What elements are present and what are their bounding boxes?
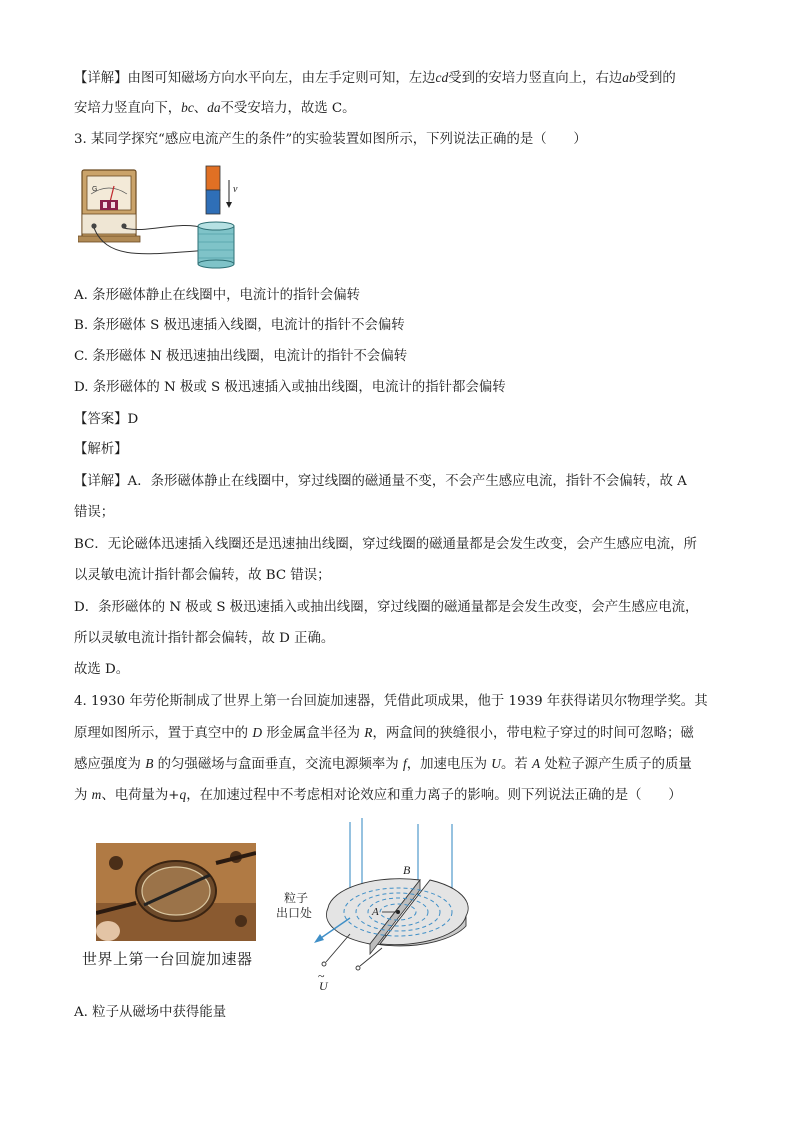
galvanometer-label: G [92,186,98,193]
text-span: 为 [74,788,92,803]
text-span: ，加速电压为 [406,757,492,772]
text-span: 【答案】D [74,412,139,427]
text-span: 、 [193,101,208,116]
text-span: f [402,756,407,771]
text-line-l21 [74,1003,724,1023]
text-span: R [364,725,373,740]
text-span: BC．无论磁体迅速插入线圈还是迅速抽出线圈，穿过线圈的磁通量都是会发生改变，会产生感应电流，所 [74,537,697,552]
text-span: m [91,787,102,802]
text-span: 3. 某同学探究“感应电流产生的条件”的实验装置如图所示，下列说法正确的是（ ） [74,132,587,147]
text-span: 【解析】 [74,442,128,457]
outlet-label-line1: 粒子 [284,891,309,905]
text-line-l11 [74,503,724,523]
text-span: q [179,787,187,802]
text-span: 【详解】由图可知磁场方向水平向左，由左手定则可知，左边 [74,71,436,86]
text-span: 受到的 [635,71,676,86]
text-line-l8 [74,410,724,430]
text-span: 故选 D。 [74,662,130,677]
label-A: A [372,906,379,918]
induction-experiment-figure [78,162,248,274]
text-line-l9 [74,440,724,460]
text-line-l12 [74,535,724,555]
text-span: 不受安培力，故选 C。 [220,101,356,116]
text-span: A. 粒子从磁场中获得能量 [74,1005,227,1020]
text-span: ab [622,70,636,85]
text-line-l7 [74,378,724,398]
text-span: U [491,756,501,771]
text-span: 安培力竖直向下， [74,101,182,116]
text-line-l17 [74,692,724,712]
text-span: A [532,756,541,771]
text-span: 的匀强磁场与盒面垂直，交流电源频率为 [153,757,403,772]
text-span: da [207,100,221,115]
text-span: bc [181,100,194,115]
text-line-l15 [74,629,724,649]
text-span: B. 条形磁体 S 极迅速插入线圈，电流计的指针不会偏转 [74,318,405,333]
text-span: 原理如图所示，置于真空中的 [74,726,253,741]
text-line-l19 [74,754,724,775]
text-line-l20 [74,785,724,806]
velocity-label: v [233,184,238,195]
text-line-l2 [74,98,724,119]
text-span: 【详解】A．条形磁体静止在线圈中，穿过线圈的磁通量不变，不会产生感应电流，指针不会偏转，故 A [74,474,687,489]
text-span: D. 条形磁体的 N 极或 S 极迅速插入或抽出线圈，电流计的指针都会偏转 [74,380,506,395]
bar-magnet-top [206,166,220,190]
cyclotron-diagram [270,816,470,996]
text-line-l4 [74,286,724,306]
text-line-l1 [74,68,724,89]
text-span: D [252,725,263,740]
text-line-l13 [74,566,724,586]
text-line-l10 [74,472,724,492]
text-span: 4. 1930 年劳伦斯制成了世界上第一台回旋加速器，凭借此项成果，他于 1939 年获得诺贝尔物理学奖。其 [74,694,708,709]
text-span: 所以灵敏电流计指针都会偏转，故 D 正确。 [74,631,335,646]
text-line-l6 [74,347,724,367]
cyclotron-photo-caption: 世界上第一台回旋加速器 [82,950,253,968]
text-span: 受到的安培力竖直向上，右边 [448,71,623,86]
text-span: 以灵敏电流计指针都会偏转，故 BC 错误； [74,568,331,583]
text-span: B [145,756,154,771]
text-span: A. 条形磁体静止在线圈中，电流计的指针会偏转 [74,288,360,303]
text-span: 感应强度为 [74,757,146,772]
text-span: D．条形磁体的 N 极或 S 极迅速插入或抽出线圈，穿过线圈的磁通量都是会发生改变，会产生感应电流， [74,600,699,615]
text-line-l16 [74,660,724,680]
text-span: 形金属盒半径为 [262,726,365,741]
text-span: 处粒子源产生质子的质量 [540,757,692,772]
text-line-l14 [74,598,724,618]
text-span: ，两盒间的狭缝很小，带电粒子穿过的时间可忽略；磁 [372,726,694,741]
text-line-l18 [74,723,724,744]
particle-source [396,910,400,914]
text-span: ，在加速过程中不考虑相对论效应和重力离子的影响。则下列说法正确的是（ ） [186,788,682,803]
outlet-label-line2: 出口处 [276,906,313,920]
svg-text:~: ~ [318,969,325,983]
coil [198,222,234,268]
text-span: 、电荷量为+ [101,788,180,803]
label-B: B [403,863,411,877]
voltage-label: U [319,979,328,993]
bar-magnet-bottom [206,190,220,214]
text-span: cd [435,70,449,85]
text-line-l3 [74,130,724,150]
text-span: 错误； [74,505,115,520]
text-span: 。若 [500,757,533,772]
text-line-l5 [74,316,724,336]
cyclotron-photo [96,843,256,941]
text-span: C. 条形磁体 N 极迅速抽出线圈，电流计的指针不会偏转 [74,349,408,364]
